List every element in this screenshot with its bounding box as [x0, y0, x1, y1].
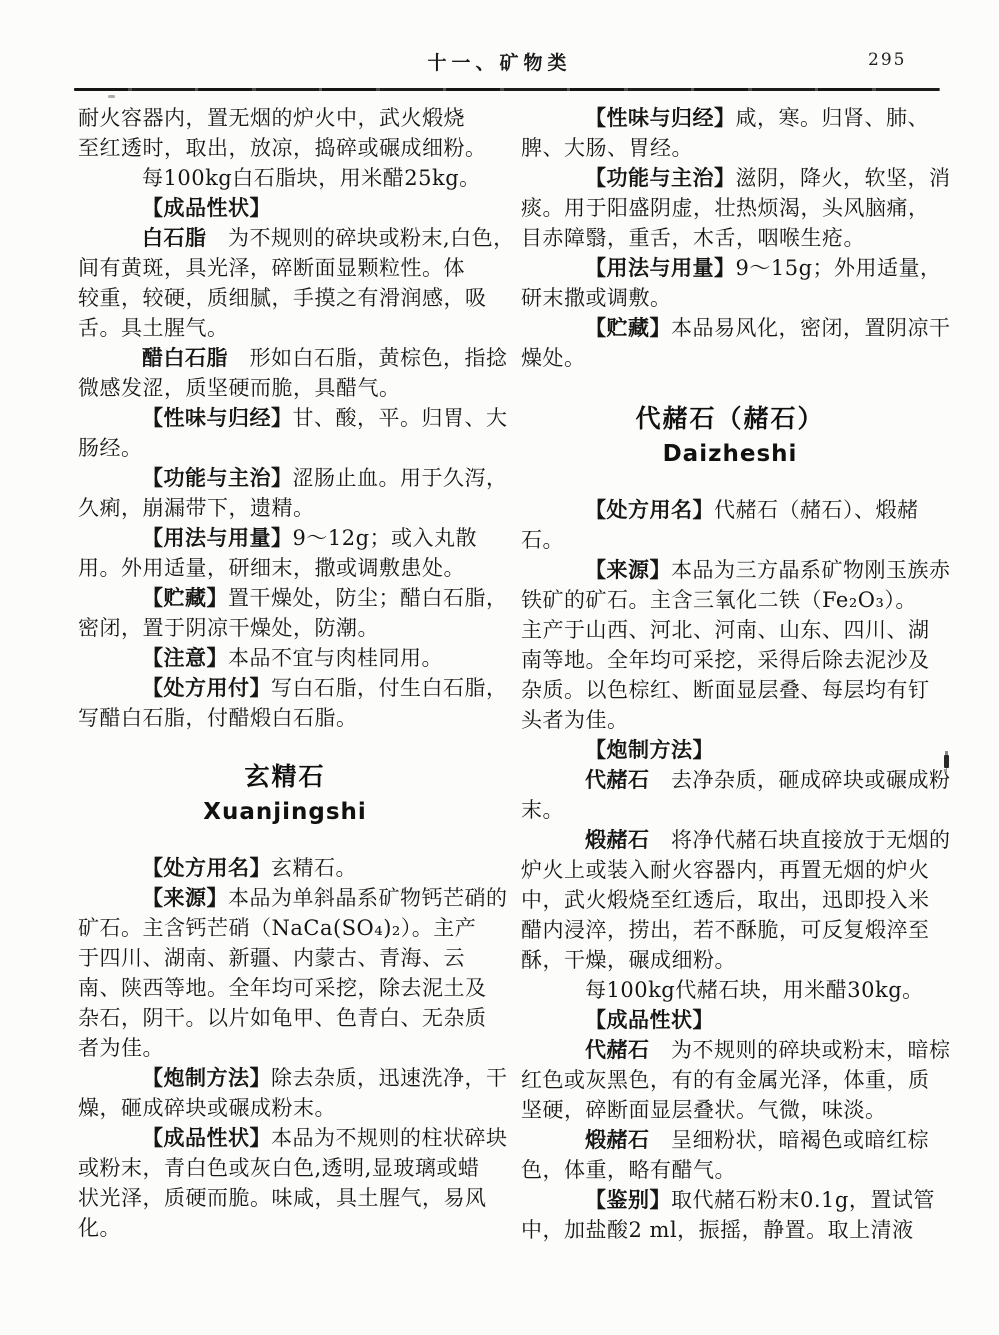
bold-label: 代赭石	[585, 1038, 650, 1062]
text-line: 或粉末，青白色或灰白色,透明,显玻璃或蜡	[78, 1156, 480, 1180]
scan-artifact	[944, 755, 949, 768]
bold-label: 【来源】	[142, 886, 228, 910]
bold-label: 【贮藏】	[585, 316, 671, 340]
running-head-section-title: 十一、矿物类	[427, 52, 572, 74]
entry-title: 玄精石	[244, 762, 326, 791]
text-line: 【性味与归经】甘、酸，平。归胃、大	[142, 406, 508, 430]
text-line: 末。	[521, 798, 564, 822]
text-line: 【贮藏】本品易风化，密闭，置阴凉干	[585, 316, 951, 340]
text-line: 石。	[521, 528, 564, 552]
text-line: 【用法与用量】9～12g；或入丸散	[142, 526, 478, 550]
text-line: 目赤障翳，重舌，木舌，咽喉生疮。	[521, 226, 865, 250]
text-line: 中，武火煅烧至红透后，取出，迅即投入米	[521, 888, 930, 912]
paragraph-gap	[521, 373, 939, 401]
text-line: 用。外用适量，研细末，撒或调敷患处。	[78, 556, 465, 580]
text-line: 杂质。以色棕红、断面显层叠、每层均有钉	[521, 678, 930, 702]
text-line	[521, 1005, 939, 1035]
text-line: 【处方用名】代赭石（赭石）、煅赭	[585, 498, 919, 522]
text-line: 色，体重，略有醋气。	[521, 1158, 736, 1182]
text-line: 研末撒或调敷。	[521, 286, 672, 310]
text-line: 主产于山西、河北、河南、山东、四川、湖	[521, 618, 930, 642]
text-line: 【处方用付】写白石脂，付生白石脂，	[142, 676, 508, 700]
text-line: 至红透时，取出，放凉，捣碎或碾成细粉。	[78, 136, 487, 160]
text-line: 【鉴别】取代赭石粉末0.1g，置试管	[585, 1188, 935, 1212]
left-text-column	[78, 103, 515, 1243]
entry-pinyin: Xuanjingshi	[203, 799, 367, 825]
text-line: 化。	[78, 1216, 121, 1240]
bold-label: 【用法与用量】	[142, 526, 293, 550]
text-line: 状光泽，质硬而脆。味咸，具土腥气，易风	[78, 1186, 487, 1210]
bold-label: 醋白石脂	[142, 346, 228, 370]
text-line: 南、陕西等地。全年均可采挖，除去泥土及	[78, 976, 487, 1000]
text-line: 【贮藏】置干燥处，防尘；醋白石脂，	[142, 586, 508, 610]
header-rule	[74, 88, 940, 91]
text-line: 【用法与用量】9～15g；外用适量，	[585, 256, 942, 280]
text-line: 矿石。主含钙芒硝（NaCa(SO₄)₂）。主产	[78, 916, 477, 940]
text-line: 头者为佳。	[521, 708, 629, 732]
bold-label: 【成品性状】	[142, 196, 271, 220]
paragraph-gap	[521, 473, 939, 495]
text-line: 【注意】本品不宜与肉桂同用。	[142, 646, 443, 670]
text-line: 代赭石 为不规则的碎块或粉末，暗棕	[585, 1038, 951, 1062]
text-line: 肠经。	[78, 436, 143, 460]
bold-label: 代赭石	[585, 768, 650, 792]
bold-label: 【炮制方法】	[585, 738, 714, 762]
page-number: 295	[868, 50, 907, 70]
text-line: 炉火上或装入耐火容器内，再置无烟的炉火	[521, 858, 930, 882]
text-line: 酥，干燥，碾成细粉。	[521, 948, 736, 972]
text-line: 【处方用名】玄精石。	[142, 856, 357, 880]
text-line: 醋内浸淬，捞出，若不酥脆，可反复煅淬至	[521, 918, 930, 942]
text-line: 【来源】本品为单斜晶系矿物钙芒硝的	[142, 886, 508, 910]
text-line: 久痢，崩漏带下，遗精。	[78, 496, 315, 520]
text-line	[78, 193, 492, 223]
text-line: 白石脂 为不规则的碎块或粉末,白色，	[142, 226, 515, 250]
bold-label: 【贮藏】	[142, 586, 228, 610]
text-line: 每100kg代赭石块，用米醋30kg。	[585, 978, 924, 1002]
bold-label: 【处方用付】	[142, 676, 271, 700]
bold-label: 【炮制方法】	[142, 1066, 271, 1090]
text-line: 较重，较硬，质细腻，手摸之有滑润感，吸	[78, 286, 487, 310]
text-line: 醋白石脂 形如白石脂，黄棕色，指捻	[142, 346, 508, 370]
text-line: 煅赭石 呈细粉状，暗褐色或暗红棕	[585, 1128, 929, 1152]
bold-label: 煅赭石	[585, 828, 650, 852]
bold-label: 【处方用名】	[585, 498, 714, 522]
text-line: 耐火容器内，置无烟的炉火中，武火煅烧	[78, 106, 465, 130]
text-line: 代赭石 去净杂质，砸成碎块或碾成粉	[585, 768, 951, 792]
bold-label: 白石脂	[142, 226, 207, 250]
text-line: 燥处。	[521, 346, 586, 370]
text-line: 南等地。全年均可采挖，采得后除去泥沙及	[521, 648, 930, 672]
bold-label: 【成品性状】	[142, 1126, 271, 1150]
text-line: 【功能与主治】滋阴，降火，软坚，消	[585, 166, 951, 190]
bold-label: 【来源】	[585, 558, 671, 582]
bold-label: 【用法与用量】	[585, 256, 736, 280]
text-line: 密闭，置于阴凉干燥处，防潮。	[78, 616, 379, 640]
bold-label: 【鉴别】	[585, 1188, 671, 1212]
text-line: 间有黄斑，具光泽，碎断面显颗粒性。体	[78, 256, 465, 280]
paragraph-gap	[78, 733, 492, 759]
text-line: 每100kg白石脂块，用米醋25kg。	[142, 166, 481, 190]
text-line: 脾、大肠、胃经。	[521, 136, 693, 160]
text-line: 坚硬，碎断面显层叠状。气微，味淡。	[521, 1098, 887, 1122]
bold-label: 【性味与归经】	[142, 406, 293, 430]
text-line: 于四川、湖南、新疆、内蒙古、青海、云	[78, 946, 465, 970]
entry-title: 代赭石（赭石）	[635, 404, 825, 433]
paragraph-gap	[78, 831, 492, 853]
bold-label: 【处方用名】	[142, 856, 271, 880]
text-line: 【性味与归经】咸，寒。归肾、肺、	[585, 106, 929, 130]
bold-label: 【功能与主治】	[585, 166, 736, 190]
bold-label: 【功能与主治】	[142, 466, 293, 490]
text-line: 写醋白石脂，付醋煅白石脂。	[78, 706, 358, 730]
text-line: 者为佳。	[78, 1036, 164, 1060]
text-line: 舌。具土腥气。	[78, 316, 229, 340]
text-line: 铁矿的矿石。主含三氧化二铁（Fe₂O₃）。	[521, 588, 917, 612]
text-line	[521, 735, 939, 765]
text-line: 【来源】本品为三方晶系矿物刚玉族赤	[585, 558, 951, 582]
bold-label: 【注意】	[142, 646, 228, 670]
text-line: 痰。用于阳盛阴虚，壮热烦渴，头风脑痛，	[521, 196, 930, 220]
right-text-column	[521, 103, 951, 1245]
text-line: 【炮制方法】除去杂质，迅速洗净，干	[142, 1066, 508, 1090]
text-line: 【功能与主治】涩肠止血。用于久泻，	[142, 466, 508, 490]
scan-artifact	[108, 95, 115, 98]
text-line: 红色或灰黑色，有的有金属光泽，体重，质	[521, 1068, 930, 1092]
text-line: 中，加盐酸2 ml，振摇，静置。取上清液	[521, 1218, 914, 1242]
entry-pinyin: Daizheshi	[662, 441, 798, 467]
bold-label: 【成品性状】	[585, 1008, 714, 1032]
text-line: 杂石，阴干。以片如龟甲、色青白、无杂质	[78, 1006, 487, 1030]
bold-label: 【性味与归经】	[585, 106, 736, 130]
text-line: 煅赭石 将净代赭石块直接放于无烟的	[585, 828, 951, 852]
text-line: 燥，砸成碎块或碾成粉末。	[78, 1096, 336, 1120]
text-line: 微感发涩，质坚硬而脆，具醋气。	[78, 376, 401, 400]
text-line: 【成品性状】本品为不规则的柱状碎块	[142, 1126, 508, 1150]
bold-label: 煅赭石	[585, 1128, 650, 1152]
